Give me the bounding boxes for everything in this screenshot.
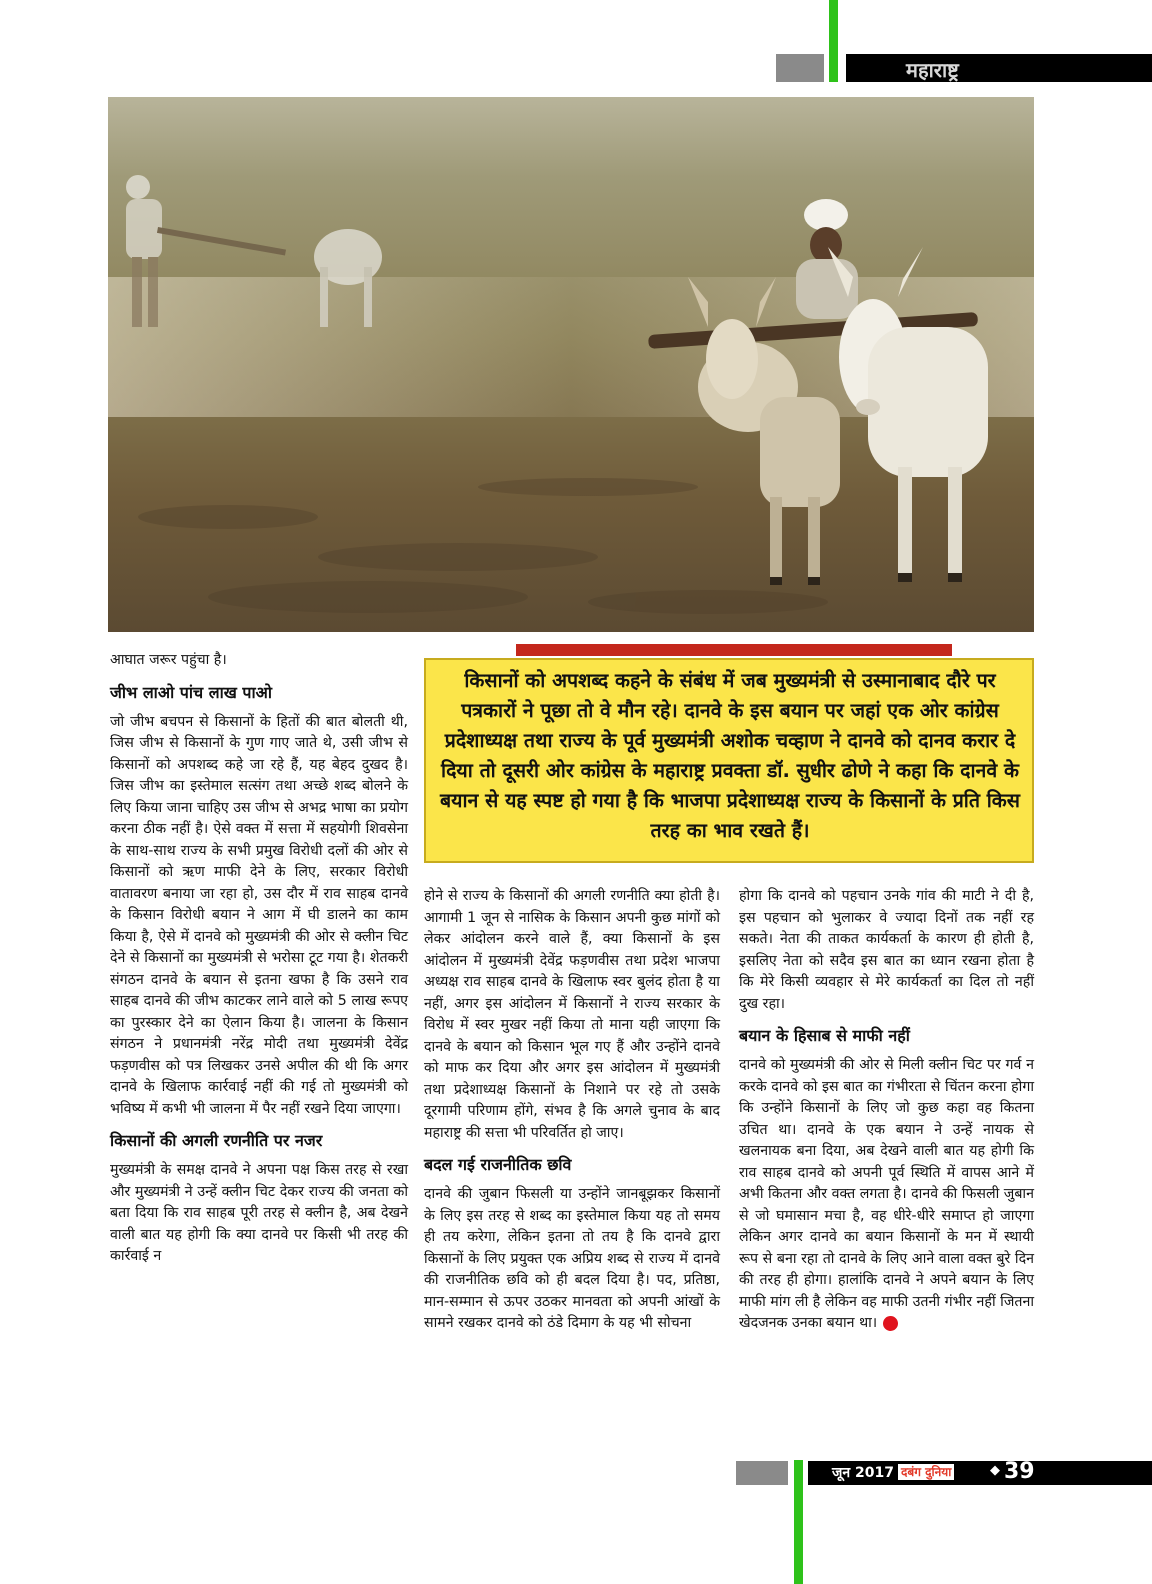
green-accent-bar-bottom bbox=[794, 1460, 803, 1584]
page-number: 39 bbox=[1004, 1459, 1035, 1484]
intro-line: आघात जरूर पहुंचा है। bbox=[110, 652, 227, 668]
subheading-chhavi: बदल गई राजनीतिक छवि bbox=[424, 1155, 572, 1174]
paragraph: दानवे की जुबान फिसली या उन्होंने जानबूझकर किसानों के लिए इस तरह से शब्द का इस्तेमाल किया यह तो समय ही तय करेगा, लेकिन इतना तो तय है कि दानवे द्वारा किसानों के लिए प्रयुक्त एक अप्रिय शब्द से राज्य में दानवे की राजनीतिक छवि को ही बदल दिया है। पद, प्रतिष्ठा, मान-सम्मान से ऊपर उठकर मानवता को अपनी आंखों के सामने रखकर दानवे को ठंडे दिमाग के यह भी सोचना bbox=[424, 1186, 720, 1331]
footer-gray-block bbox=[736, 1461, 788, 1485]
issue-month: जून 2017 bbox=[832, 1465, 894, 1481]
end-dot-icon bbox=[883, 1316, 898, 1331]
green-accent-bar bbox=[829, 0, 838, 82]
section-title: महाराष्ट्र bbox=[906, 58, 959, 82]
subheading-maafi: बयान के हिसाब से माफी नहीं bbox=[739, 1026, 910, 1045]
subheading-jeebh: जीभ लाओ पांच लाख पाओ bbox=[110, 682, 272, 702]
pullquote-text: किसानों को अपशब्द कहने के संबंध में जब मुख्यमंत्री से उस्मानाबाद दौरे पर पत्रकारों ने पूछा तो वे मौन रहे। दानवे के इस बयान पर जहां एक ओर कांग्रेस प्रदेशाध्यक्ष तथा राज्य के पूर्व मुख्यमंत्री अशोक चव्हाण ने दानवे को दानव करार दे दिया तो दूसरी ओर कांग्रेस के महाराष्ट्र प्रवक्ता डॉ. सुधीर ढोणे ने कहा कि दानवे के बयान से यह स्पष्ट हो गया है कि भाजपा प्रदेशाध्यक्ष राज्य के किसानों के प्रति किस तरह का भाव रखते हैं। bbox=[440, 669, 1020, 842]
paragraph-end bbox=[739, 1055, 1034, 1335]
column-3 bbox=[739, 886, 1034, 1335]
header-gray-block bbox=[776, 54, 824, 82]
farmers-plowing-photo bbox=[108, 97, 1034, 632]
paragraph: होगा कि दानवे को पहचान उनके गांव की माटी ने दी है, इस पहचान को भुलाकर वे ज्यादा दिनों तक नहीं रह सकते। नेता की ताकत कार्यकर्ता के कारण ही होती है, इसलिए नेता को सदैव इस बात का ध्यान रखना होता है कि मेरे किसी व्यवहार से मेरे कार्यकर्ता का दिल तो नहीं दुख रहा। bbox=[739, 888, 1034, 1012]
diamond-icon: ◆ bbox=[990, 1463, 1000, 1478]
subheading-ranniti: किसानों की अगली रणनीति पर नजर bbox=[110, 1131, 323, 1150]
column-1 bbox=[110, 650, 408, 1268]
paragraph: जो जीभ बचपन से किसानों के हितों की बात बोलती थी, जिस जीभ से किसानों के गुण गाए जाते थे, उसी जीभ से किसानों को अपशब्द कहे जा रहे हैं, यह बेहद दुखद है। जिस जीभ का इस्तेमाल सत्संग तथा अच्छे शब्द बोलने के लिए किया जाना चाहिए उस जीभ से अभद्र भाषा का प्रयोग करना ठीक नहीं है। ऐसे वक्त में सत्ता में सहयोगी शिवसेना के साथ-साथ राज्य के सभी प्रमुख विरोधी दलों की ओर से किसानों को ऋण माफी देने के लिए, सरकार विरोधी वातावरण बनाया जा रहा हो, उस दौर में राव साहब दानवे के किसान विरोधी बयान ने आग में घी डालने का काम किया है, ऐसे में दानवे को मुख्यमंत्री की ओर से क्लीन चिट देने से किसानों का मुख्यमंत्री से भरोसा टूट गया है। शेतकरी संगठन दानवे के बयान से इतना खफा है कि उसने राव साहब दानवे की जीभ काटकर लाने वाले को 5 लाख रूपए का पुरस्कार देने का ऐलान किया है। जालना के किसान संगठन ने प्रधानमंत्री नरेंद्र मोदी तथा मुख्यमंत्री देवेंद्र फड़णवीस को पत्र लिखकर उनसे अपील की थी कि अगर दानवे के खिलाफ कार्रवाई नहीं की गई तो मुख्यमंत्री को भविष्य में कभी भी जालना में पैर नहीं रखने दिया जाएगा। bbox=[110, 713, 408, 1117]
magazine-logo: दबंग दुनिया bbox=[898, 1464, 954, 1480]
pullquote-accent bbox=[516, 644, 952, 656]
paragraph-text: दानवे को मुख्यमंत्री की ओर से मिली क्लीन चिट पर गर्व न करके दानवे को इस बात का गंभीरता से चिंतन करना होगा कि उन्होंने किसानों के लिए जो कुछ कहा वह कितना उचित था। दानवे के एक बयान ने उन्हें नायक से खलनायक बना दिया, अब देखने वाली बात यह होगी कि राव साहब दानवे को अपनी पूर्व स्थिति में वापस आने में अभी कितना और वक्त लगता है। दानवे की फिसली जुबान से जो घमासान मचा है, वह धीरे-धीरे समाप्त हो जाएगा लेकिन अगर दानवे का बयान किसानों के मन में स्थायी रूप से बना रहा तो दानवे के लिए आने वाला वक्त बुरे दिन की तरह ही होगा। हालांकि दानवे ने अपने बयान के लिए माफी मांग ली है लेकिन वह माफी उतनी गंभीर नहीं जितना खेदजनक उनका बयान था। bbox=[739, 1057, 1034, 1331]
column-2 bbox=[424, 886, 720, 1335]
section-header-bar bbox=[846, 54, 1152, 82]
paragraph: होने से राज्य के किसानों की अगली रणनीति क्या होती है। आगामी 1 जून से नासिक के किसान अपनी कुछ मांगों को लेकर आंदोलन करने वाले हैं, क्या किसानों के इस आंदोलन में मुख्यमंत्री देवेंद्र फड़णवीस तथा प्रदेश भाजपा अध्यक्ष राव साहब दानवे के खिलाफ स्वर बुलंद होता है या नहीं, अगर इस आंदोलन में किसानों ने राज्य सरकार के विरोध में स्वर मुखर नहीं किया तो माना यही जाएगा कि दानवे के बयान को किसान भूल गए हैं और उन्होंने दानवे को माफ कर दिया और अगर इस आंदोलन में मुख्यमंत्री तथा प्रदेशाध्यक्ष किसानों के निशाने पर रहे तो उसके दूरगामी परिणाम होंगे, संभव है कि अगले चुनाव के बाद महाराष्ट्र की सत्ता भी परिवर्तित हो जाए। bbox=[424, 888, 720, 1141]
paragraph: मुख्यमंत्री के समक्ष दानवे ने अपना पक्ष किस तरह से रखा और मुख्यमंत्री ने उन्हें क्लीन चिट देकर राज्य की जनता को बता दिया कि राव साहब पूरी तरह से क्लीन है, अब देखने वाली बात यह होगी कि क्या दानवे पर किसी भी तरह की कार्रवाई न bbox=[110, 1162, 408, 1264]
